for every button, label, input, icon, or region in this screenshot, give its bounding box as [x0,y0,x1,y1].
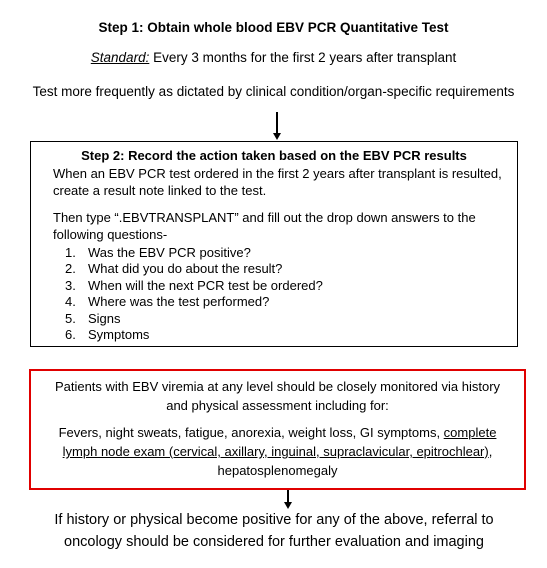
monitoring-symptoms: Fevers, night sweats, fatigue, anorexia, weight loss, GI symptoms, complete lymph node exam (cervical, axillary, inguinal, supraclavicular, epitrochlear), hepatosplenomegaly [58,425,497,478]
question-list [65,245,323,343]
monitoring-intro: Patients with EBV viremia at any level should be closely monitored via history and physical assessment including for: [54,379,501,413]
step1-title: Step 1: Obtain whole blood EBV PCR Quantitative Test [98,20,449,35]
step2-box [30,141,518,347]
standard-schedule [0,50,547,65]
arrow-down-icon [284,502,292,509]
lymph-node-exam: complete lymph node exam (cervical, axillary, inguinal, supraclavicular, epitrochlear) [62,425,497,459]
arrow-down-icon [273,133,281,140]
question-item: 6. Symptoms [65,326,150,342]
step2-title: Step 2: Record the action taken based on the EBV PCR results [81,148,467,163]
question-item: 4. Where was the test performed? [65,294,270,310]
question-item: 1. Was the EBV PCR positive? [65,245,251,260]
smartphrase-instruction: Then type “.EBVTRANSPLANT” and fill out the drop down answers to the following questions- [53,210,476,242]
referral-note: If history or physical become positive for any of the above, referral to oncology should be considered for further evaluation and imaging [54,512,494,550]
question-item: 5. Signs [65,310,121,326]
arrow-step1-to-step2 [276,112,278,134]
monitoring-box [29,369,526,490]
result-note-instruction: When an EBV PCR test ordered in the first 2 years after transplant is resulted, create a result note linked to the test. [53,166,502,198]
question-item: 3. When will the next PCR test be ordered? [65,277,323,293]
test-frequency-note: Test more frequently as dictated by clinical condition/organ-specific requirements [32,84,515,99]
question-item: 2. What did you do about the result? [65,261,283,277]
standard-label: Standard: [90,50,150,65]
standard-text: Every 3 months for the first 2 years after transplant [149,50,457,65]
